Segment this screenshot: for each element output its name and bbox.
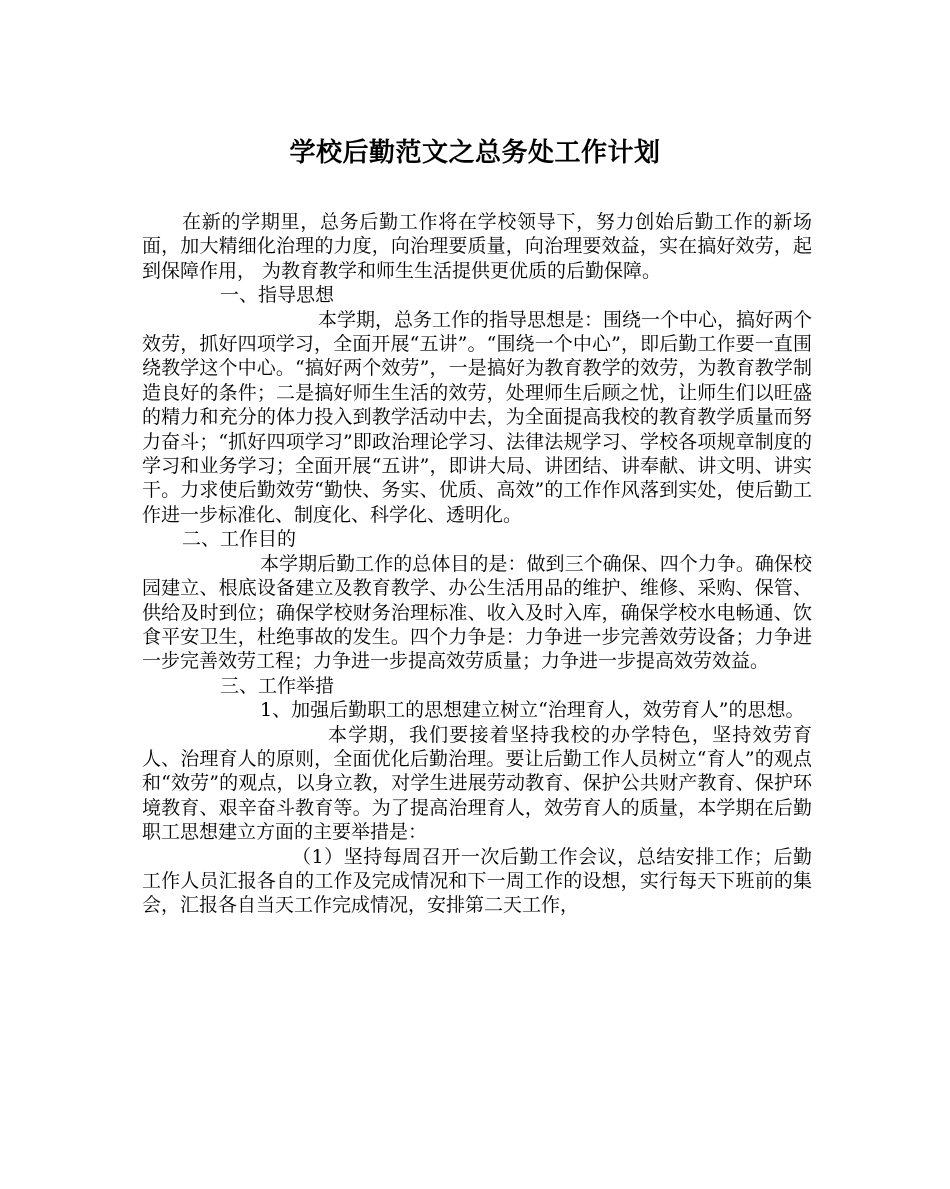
section-heading-work-measures: 三、工作举措 — [220, 674, 335, 697]
measure-1-item-1: （1）坚持每周召开一次后勤工作会议，总结安排工作；后勤工作人员汇报各自的工作及完成情况和下一周工作的设想，实行每天下班前的集会，汇报各自当天工作完成情况，安排第二天工作， — [142, 845, 812, 917]
work-goals-paragraph: 本学期后勤工作的总体目的是：做到三个确保、四个力争。确保校园建立、根底设备建立及教育教学、办公生活用品的维护、维修、采购、保管、供给及时到位；确保学校财务治理标准、收入及时入库，确保学校水电畅通、饮食平安卫生，杜绝事故的发生。四个力争是：力争进一步完善效劳设备；力争进一步完善效劳工程；力争进一步提高效劳质量；力争进一步提高效劳效益。 — [142, 552, 812, 673]
guiding-ideology-paragraph: 本学期，总务工作的指导思想是：围绕一个中心，搞好两个效劳，抓好四项学习，全面开展“五讲”。“围绕一个中心”，即后勤工作要一直围绕教学这个中心。“搞好两个效劳”，一是搞好为教育教学的效劳，为教育教学制造良好的条件；二是搞好师生生活的效劳，处理师生后顾之忧，让师生们以旺盛的精力和充分的体力投入到教学活动中去，为全面提高我校的教育教学质量而努力奋斗；“抓好四项学习”即政治理论学习、法律法规学习、学校各项规章制度的学习和业务学习；全面开展“五讲”，即讲大局、讲团结、讲奉献、讲文明、讲实干。力求使后勤效劳“勤快、务实、优质、高效”的工作作风落到实处，使后勤工作进一步标准化、制度化、科学化、透明化。 — [142, 308, 813, 526]
intro-paragraph: 在新的学期里，总务后勤工作将在学校领导下，努力创始后勤工作的新场面，加大精细化治理的力度，向治理要质量，向治理要效益，实在搞好效劳，起到保障作用， 为教育教学和师生生活提供更优质的后勤保障。 — [142, 211, 812, 282]
measure-1-paragraph: 本学期，我们要接着坚持我校的办学特色，坚持效劳育人、治理育人的原则，全面优化后勤治理。要让后勤工作人员树立“育人”的观点和“效劳”的观点，以身立教，对学生进展劳动教育、保护公共财产教育、保护环境教育、艰辛奋斗教育等。为了提高治理育人，效劳育人的质量，本学期在后勤职工思想建立方面的主要举措是： — [142, 723, 812, 844]
document-title: 学校后勤范文之总务处工作计划 — [289, 138, 661, 168]
section-heading-work-goals: 二、工作目的 — [182, 528, 297, 551]
section-heading-guiding-ideology: 一、指导思想 — [220, 284, 335, 307]
document-body — [142, 210, 812, 918]
measure-1-heading: 1、加强后勤职工的思想建立树立“治理育人，效劳育人”的思想。 — [260, 699, 805, 722]
